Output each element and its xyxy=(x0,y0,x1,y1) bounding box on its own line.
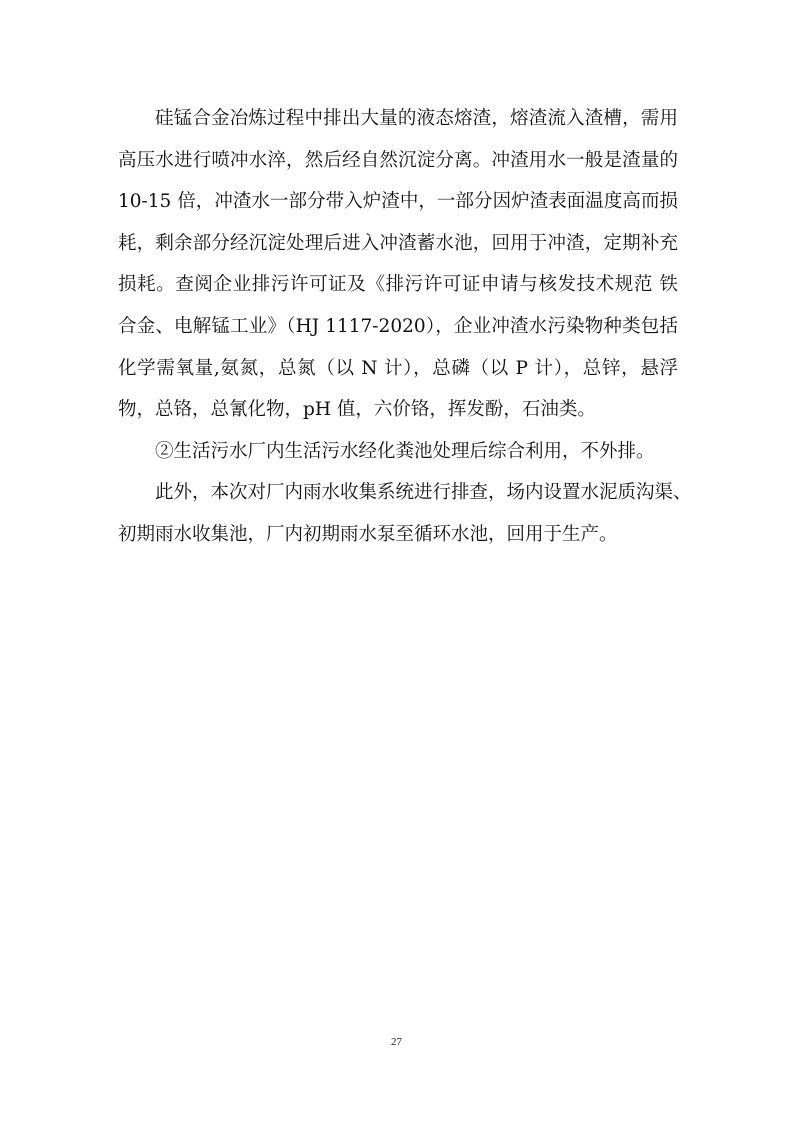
paragraph-1-line-6: 合金、电解锰工业》（HJ 1117-2020），企业冲渣水污染物种类包括 xyxy=(118,315,678,337)
paragraph-3-line-2: 初期雨水收集池，厂内初期雨水泵至循环水池，回用于生产。 xyxy=(118,523,618,545)
paragraph-1-line-5: 损耗。查阅企业排污许可证及《排污许可证申请与核发技术规范 铁 xyxy=(118,274,678,296)
paragraph-1-line-2: 高压水进行喷冲水淬，然后经自然沉淀分离。冲渣用水一般是渣量的 xyxy=(118,149,678,171)
body-text xyxy=(118,98,692,556)
paragraph-1-line-4: 耗，剩余部分经沉淀处理后进入冲渣蓄水池，回用于冲渣，定期补充 xyxy=(118,232,678,254)
paragraph-1-line-8: 物，总铬，总氰化物，pH 值，六价铬，挥发酚，石油类。 xyxy=(118,399,596,421)
paragraph-1-line-7: 化学需氧量,氨氮，总氮（以 N 计），总磷（以 P 计），总锌，悬浮 xyxy=(118,357,678,379)
paragraph-1-line-1: 硅锰合金冶炼过程中排出大量的液态熔渣，熔渣流入渣槽，需用 xyxy=(155,108,678,129)
page-number: 27 xyxy=(391,1036,402,1048)
paragraph-3-line-1: 此外，本次对厂内雨水收集系统进行排查，场内设置水泥质沟渠、 xyxy=(155,482,692,504)
paragraph-2-line-1: ②生活污水厂内生活污水经化粪池处理后综合利用，不外排。 xyxy=(155,440,655,462)
paragraph-1-line-3: 10-15 倍，冲渣水一部分带入炉渣中，一部分因炉渣表面温度高而损 xyxy=(118,191,678,213)
